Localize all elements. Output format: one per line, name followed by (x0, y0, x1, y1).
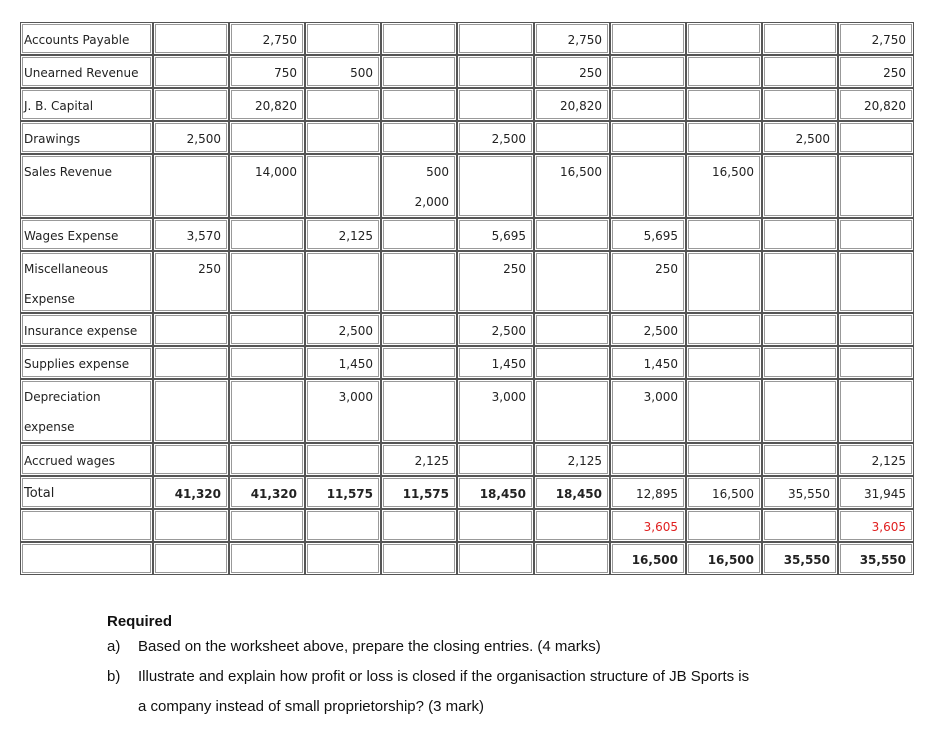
cell-value: 2,500 (338, 324, 373, 338)
row-label-line2: Expense (24, 292, 75, 306)
value-cell (153, 379, 229, 443)
value-cell (762, 121, 838, 154)
cell-value: 2,125 (338, 229, 373, 243)
value-cell (838, 121, 914, 154)
value-cell (686, 88, 762, 121)
value-cell (229, 313, 305, 346)
value-cell (534, 443, 610, 476)
value-cell (305, 121, 381, 154)
row-label: Miscellaneous (24, 262, 109, 276)
value-cell (838, 22, 914, 55)
value-cell (838, 55, 914, 88)
value-cell (762, 476, 838, 509)
cell-value: 2,500 (795, 132, 830, 146)
cell-value: 16,500 (712, 487, 754, 501)
cell-value: 41,320 (250, 487, 297, 501)
value-cell (686, 443, 762, 476)
value-cell (153, 22, 229, 55)
value-cell (686, 346, 762, 379)
value-cell (686, 121, 762, 154)
value-cell (153, 509, 229, 542)
cell-value: 20,820 (560, 99, 602, 113)
value-cell (686, 542, 762, 575)
required-section (107, 612, 750, 722)
worksheet-table (20, 22, 914, 575)
value-cell (534, 55, 610, 88)
value-cell (457, 121, 534, 154)
value-cell (534, 379, 610, 443)
value-cell (153, 313, 229, 346)
value-cell (610, 476, 686, 509)
cell-value: 16,500 (712, 165, 754, 179)
row-label: Supplies expense (24, 357, 130, 371)
cell-value: 2,750 (567, 33, 602, 47)
row-label: Drawings (24, 132, 81, 146)
question-a (107, 632, 601, 662)
value-cell (381, 509, 457, 542)
row-label-cell (20, 379, 153, 443)
cell-value: 16,500 (560, 165, 602, 179)
cell-value: 250 (579, 66, 602, 80)
cell-value: 500 (350, 66, 373, 80)
cell-value: 35,550 (859, 553, 906, 567)
value-cell (457, 154, 534, 218)
row-label-cell (20, 542, 153, 575)
value-cell (534, 509, 610, 542)
value-cell (534, 218, 610, 251)
value-cell (305, 55, 381, 88)
value-cell (838, 346, 914, 379)
question-b-letter: b) (107, 668, 121, 685)
value-cell (381, 251, 457, 313)
value-cell (762, 542, 838, 575)
value-cell (686, 313, 762, 346)
value-cell (229, 154, 305, 218)
value-cell (457, 346, 534, 379)
cell-value: 2,125 (414, 454, 449, 468)
value-cell (305, 218, 381, 251)
value-cell (229, 346, 305, 379)
cell-value: 14,000 (255, 165, 297, 179)
value-cell (381, 313, 457, 346)
cell-value: 31,945 (864, 487, 906, 501)
value-cell (229, 476, 305, 509)
value-cell (305, 88, 381, 121)
cell-value: 3,605 (871, 520, 906, 534)
cell-value: 500 (426, 165, 449, 179)
row-label: Insurance expense (24, 324, 138, 338)
value-cell (305, 22, 381, 55)
question-b-text: Illustrate and explain how profit or loss is closed if the organisaction structure of JB Sports is (138, 668, 750, 685)
value-cell (686, 509, 762, 542)
value-cell (686, 218, 762, 251)
value-cell (457, 542, 534, 575)
cell-value: 5,695 (643, 229, 678, 243)
value-cell (305, 542, 381, 575)
value-cell (762, 346, 838, 379)
value-cell (381, 55, 457, 88)
row-label-cell (20, 251, 153, 313)
cell-value: 3,000 (491, 390, 526, 404)
value-cell (610, 346, 686, 379)
row-label: Wages Expense (24, 229, 119, 243)
cell-value: 18,450 (479, 487, 526, 501)
value-cell (457, 476, 534, 509)
cell-value: 18,450 (555, 487, 602, 501)
value-cell (305, 476, 381, 509)
value-cell (610, 121, 686, 154)
cell-value: 20,820 (255, 99, 297, 113)
value-cell (457, 55, 534, 88)
cell-value: 2,750 (262, 33, 297, 47)
cell-value: 41,320 (174, 487, 221, 501)
value-cell (610, 542, 686, 575)
cell-value: 35,550 (788, 487, 830, 501)
row-label: Depreciation (24, 390, 101, 404)
row-label-cell (20, 22, 153, 55)
value-cell (610, 251, 686, 313)
cell-value: 2,500 (491, 324, 526, 338)
value-cell (610, 22, 686, 55)
cell-value: 3,000 (643, 390, 678, 404)
value-cell (305, 509, 381, 542)
value-cell (610, 55, 686, 88)
cell-value: 3,605 (643, 520, 678, 534)
cell-value: 1,450 (338, 357, 373, 371)
value-cell (762, 251, 838, 313)
value-cell (229, 22, 305, 55)
cell-value: 250 (198, 262, 221, 276)
value-cell (534, 88, 610, 121)
value-cell (534, 476, 610, 509)
value-cell (153, 346, 229, 379)
value-cell (762, 22, 838, 55)
value-cell (381, 476, 457, 509)
row-label: Unearned Revenue (24, 66, 139, 80)
cell-value: 20,820 (864, 99, 906, 113)
value-cell (762, 218, 838, 251)
value-cell (686, 251, 762, 313)
row-label-cell (20, 55, 153, 88)
row-label-line2: expense (24, 420, 75, 434)
value-cell (534, 251, 610, 313)
question-a-letter: a) (107, 638, 121, 655)
value-cell (838, 509, 914, 542)
value-cell (838, 379, 914, 443)
value-cell (457, 251, 534, 313)
value-cell (534, 542, 610, 575)
value-cell (534, 313, 610, 346)
cell-value: 2,500 (643, 324, 678, 338)
value-cell (762, 313, 838, 346)
value-cell (305, 346, 381, 379)
value-cell (153, 542, 229, 575)
row-label: Accounts Payable (24, 33, 130, 47)
value-cell (153, 218, 229, 251)
value-cell (457, 379, 534, 443)
value-cell (534, 154, 610, 218)
value-cell (229, 379, 305, 443)
cell-value: 3,000 (338, 390, 373, 404)
value-cell (686, 379, 762, 443)
value-cell (838, 88, 914, 121)
value-cell (610, 154, 686, 218)
value-cell (610, 379, 686, 443)
value-cell (610, 88, 686, 121)
value-cell (229, 55, 305, 88)
cell-value: 2,750 (871, 33, 906, 47)
row-label-cell (20, 346, 153, 379)
value-cell (229, 251, 305, 313)
cell-value: 16,500 (707, 553, 754, 567)
value-cell (534, 121, 610, 154)
value-cell (229, 88, 305, 121)
value-cell (762, 154, 838, 218)
value-cell (686, 55, 762, 88)
cell-value: 11,575 (402, 487, 449, 501)
value-cell (838, 443, 914, 476)
value-cell (153, 55, 229, 88)
value-cell (305, 251, 381, 313)
value-cell (381, 218, 457, 251)
value-cell (762, 443, 838, 476)
value-cell (838, 476, 914, 509)
value-cell (381, 22, 457, 55)
cell-value: 35,550 (783, 553, 830, 567)
value-cell (610, 218, 686, 251)
question-a-text: Based on the worksheet above, prepare the closing entries. (4 marks) (138, 638, 601, 655)
value-cell (610, 509, 686, 542)
value-cell (838, 313, 914, 346)
value-cell (762, 509, 838, 542)
value-cell (686, 154, 762, 218)
row-label: Sales Revenue (24, 165, 113, 179)
cell-value: 250 (883, 66, 906, 80)
row-label-cell (20, 509, 153, 542)
value-cell (229, 443, 305, 476)
cell-value: 250 (655, 262, 678, 276)
cell-value: 1,450 (643, 357, 678, 371)
cell-value: 2,500 (186, 132, 221, 146)
row-label: Total (24, 486, 55, 501)
value-cell (229, 121, 305, 154)
row-label-cell (20, 313, 153, 346)
value-cell (381, 346, 457, 379)
row-label-cell (20, 476, 153, 509)
question-b-continuation: a company instead of small proprietorship? (3 mark) (138, 698, 484, 715)
value-cell (229, 509, 305, 542)
value-cell (762, 379, 838, 443)
value-cell (838, 154, 914, 218)
row-label-cell (20, 218, 153, 251)
value-cell (457, 509, 534, 542)
value-cell (457, 313, 534, 346)
cell-value: 12,895 (636, 487, 678, 501)
value-cell (153, 476, 229, 509)
value-cell (686, 22, 762, 55)
cell-value: 11,575 (326, 487, 373, 501)
cell-value: 5,695 (491, 229, 526, 243)
value-cell (457, 218, 534, 251)
cell-value: 2,125 (567, 454, 602, 468)
value-cell (153, 443, 229, 476)
value-cell (381, 443, 457, 476)
value-cell (838, 542, 914, 575)
cell-value: 250 (503, 262, 526, 276)
value-cell (381, 154, 457, 218)
cell-value: 3,570 (186, 229, 221, 243)
value-cell (381, 88, 457, 121)
value-cell (610, 443, 686, 476)
cell-value: 2,125 (871, 454, 906, 468)
value-cell (229, 218, 305, 251)
value-cell (229, 542, 305, 575)
value-cell (457, 443, 534, 476)
cell-value: 750 (274, 66, 297, 80)
value-cell (534, 346, 610, 379)
cell-value: 1,450 (491, 357, 526, 371)
value-cell (762, 88, 838, 121)
value-cell (838, 218, 914, 251)
cell-value-line2: 2,000 (414, 195, 449, 209)
value-cell (457, 88, 534, 121)
value-cell (381, 379, 457, 443)
value-cell (457, 22, 534, 55)
value-cell (381, 542, 457, 575)
cell-value: 16,500 (631, 553, 678, 567)
value-cell (762, 55, 838, 88)
value-cell (153, 251, 229, 313)
value-cell (153, 154, 229, 218)
row-label-cell (20, 88, 153, 121)
row-label-cell (20, 443, 153, 476)
value-cell (381, 121, 457, 154)
value-cell (153, 121, 229, 154)
value-cell (153, 88, 229, 121)
required-title: Required (107, 613, 173, 630)
value-cell (305, 313, 381, 346)
value-cell (838, 251, 914, 313)
row-label-cell (20, 121, 153, 154)
cell-value: 2,500 (491, 132, 526, 146)
value-cell (686, 476, 762, 509)
row-label: J. B. Capital (24, 99, 94, 113)
value-cell (610, 313, 686, 346)
value-cell (305, 379, 381, 443)
value-cell (305, 443, 381, 476)
question-b (107, 662, 750, 692)
value-cell (305, 154, 381, 218)
row-label: Accrued wages (24, 454, 115, 468)
value-cell (534, 22, 610, 55)
row-label-cell (20, 154, 153, 218)
